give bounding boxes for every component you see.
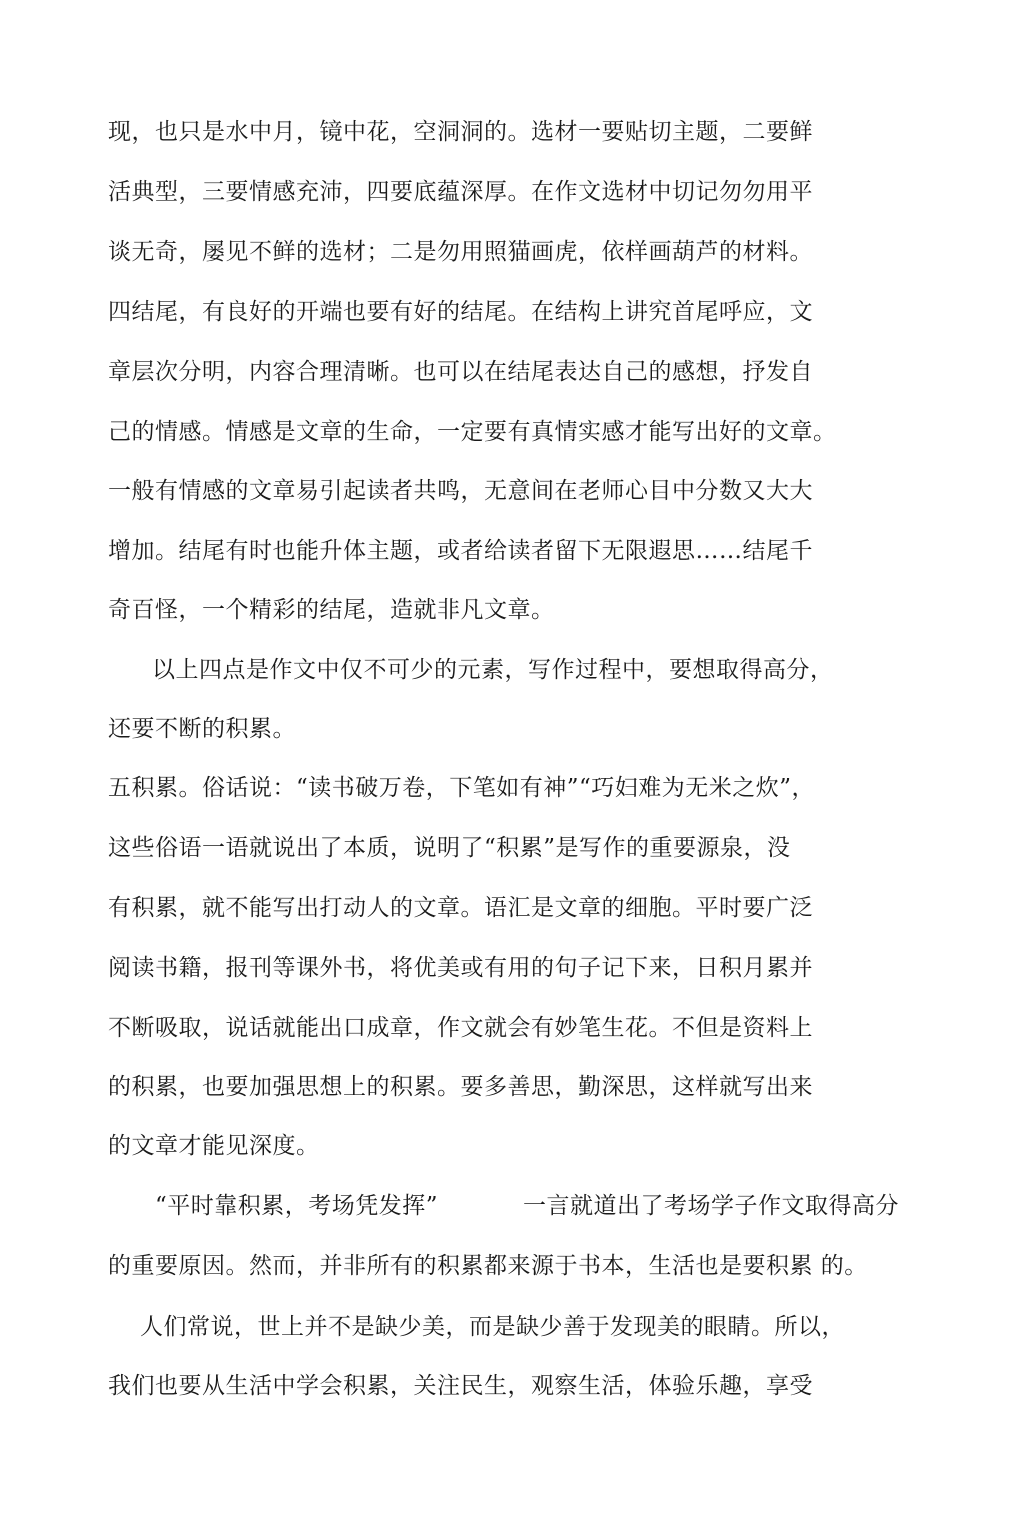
paragraph-start-line: 人们常说，世上并不是缺少美，而是缺少善于发现美的眼睛。所以， bbox=[140, 1314, 845, 1340]
text-line: 活典型，三要情感充沛，四要底蕴深厚。在作文选材中切记勿勿用平 bbox=[108, 179, 813, 205]
text-line: 己的情感。情感是文章的生命，一定要有真情实感才能写出好的文章。 bbox=[108, 419, 837, 445]
text-line: 我们也要从生活中学会积累，关注民生，观察生活，体验乐趣，享受 bbox=[108, 1373, 813, 1399]
text-line: 章层次分明，内容合理清晰。也可以在结尾表达自己的感想，抒发自 bbox=[108, 359, 813, 385]
text-line: 这些俗语一语就说出了本质，说明了“积累”是写作的重要源泉，没 bbox=[108, 835, 791, 861]
text-line: 现，也只是水中月，镜中花，空洞洞的。选材一要贴切主题，二要鲜 bbox=[108, 119, 813, 145]
text-line: 奇百怪，一个精彩的结尾，造就非凡文章。 bbox=[108, 597, 555, 623]
text-segment: 一言就道出了考场学子作文取得高分 bbox=[523, 1193, 899, 1219]
text-line: 一般有情感的文章易引起读者共鸣，无意间在老师心目中分数又大大 bbox=[108, 478, 813, 504]
text-line: 不断吸取，说话就能出口成章，作文就会有妙笔生花。不但是资料上 bbox=[108, 1015, 813, 1041]
quote-segment: “平时靠积累，考场凭发挥” bbox=[155, 1193, 439, 1219]
text-line: 四结尾，有良好的开端也要有好的结尾。在结构上讲究首尾呼应，文 bbox=[108, 299, 813, 325]
text-line: 增加。结尾有时也能升体主题，或者给读者留下无限遐思……结尾千 bbox=[108, 538, 813, 564]
text-line: 的重要原因。然而，并非所有的积累都来源于书本，生活也是要积累 的。 bbox=[108, 1253, 868, 1279]
text-line: 阅读书籍，报刊等课外书，将优美或有用的句子记下来，日积月累并 bbox=[108, 955, 813, 981]
paragraph-start-line: 以上四点是作文中仅不可少的元素，写作过程中，要想取得高分， bbox=[152, 657, 834, 683]
text-line: 有积累，就不能写出打动人的文章。语汇是文章的细胞。平时要广泛 bbox=[108, 895, 813, 921]
text-line: 的文章才能见深度。 bbox=[108, 1133, 320, 1159]
text-line: 的积累，也要加强思想上的积累。要多善思，勤深思，这样就写出来 bbox=[108, 1074, 813, 1100]
text-line: 五积累。俗话说：“读书破万卷，下笔如有神”“巧妇难为无米之炊”， bbox=[108, 775, 816, 801]
text-line: 还要不断的积累。 bbox=[108, 716, 296, 742]
text-line: 谈无奇，屡见不鲜的选材；二是勿用照猫画虎，依样画葫芦的材料。 bbox=[108, 239, 813, 265]
